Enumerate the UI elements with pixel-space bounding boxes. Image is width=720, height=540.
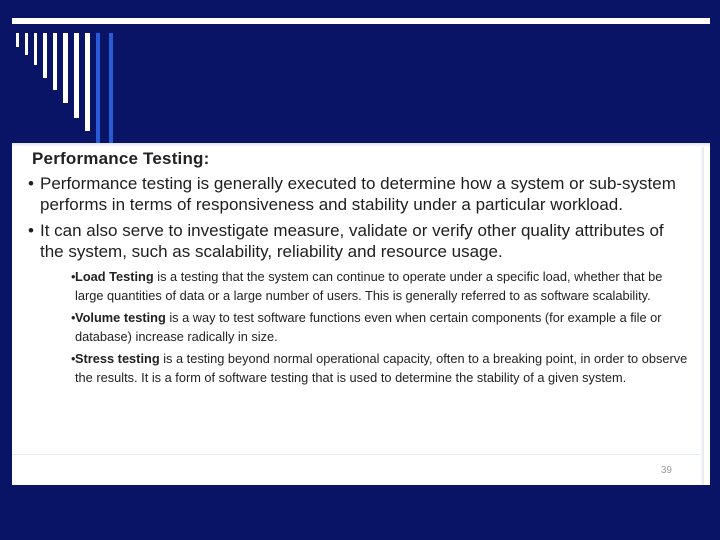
sub-item-term: Volume testing [75, 310, 166, 325]
header-rule [12, 18, 710, 24]
bullet-icon: • [71, 351, 76, 366]
list-item-text: Performance testing is generally executed to determine how a system or sub-system performs in terms of responsiveness and stability under a particular workload. [40, 174, 676, 214]
sub-list-item [24, 349, 689, 387]
decorative-stripes [16, 33, 126, 143]
sub-item-text: is a testing that the system can continue to operate under a specific load, whether that be large quantities of data or a large number of users. This is generally referred to as software scalability. [75, 269, 663, 303]
sub-item-text: is a testing beyond normal operational capacity, often to a breaking point, in order to observe the results. It is a form of software testing that is used to determine the stability of a given system. [75, 351, 688, 385]
sub-item-text: is a way to test software functions even when certain components (for example a file or database) increase radically in size. [75, 310, 662, 344]
slide-content-image [12, 143, 710, 485]
stripe [25, 33, 28, 55]
bullet-list [24, 173, 689, 390]
bullet-icon: • [71, 310, 76, 325]
slide-heading: Performance Testing: [32, 149, 210, 168]
footer-divider [12, 454, 702, 455]
stripe [53, 33, 57, 90]
stripe [43, 33, 47, 78]
sub-list-item [24, 308, 689, 346]
stripe [63, 33, 68, 103]
stripe [34, 33, 37, 65]
stripe-accent [96, 33, 100, 143]
list-item [24, 173, 689, 215]
stripe [74, 33, 79, 118]
stripe-accent [109, 33, 113, 143]
list-item-text: It can also serve to investigate measure, validate or verify other quality attributes of the system, such as scalability, reliability and resource usage. [40, 221, 664, 261]
sublist-container [24, 267, 689, 387]
stripe [85, 33, 90, 131]
sub-bullet-list [24, 267, 689, 387]
bullet-icon: • [28, 221, 34, 240]
bullet-icon: • [71, 269, 76, 284]
sub-item-term: Stress testing [75, 351, 160, 366]
bullet-icon: • [28, 174, 34, 193]
page-number: 39 [660, 465, 672, 476]
sub-list-item [24, 267, 689, 305]
sub-item-term: Load Testing [75, 269, 154, 284]
list-item [24, 220, 689, 262]
stripe [16, 33, 19, 47]
